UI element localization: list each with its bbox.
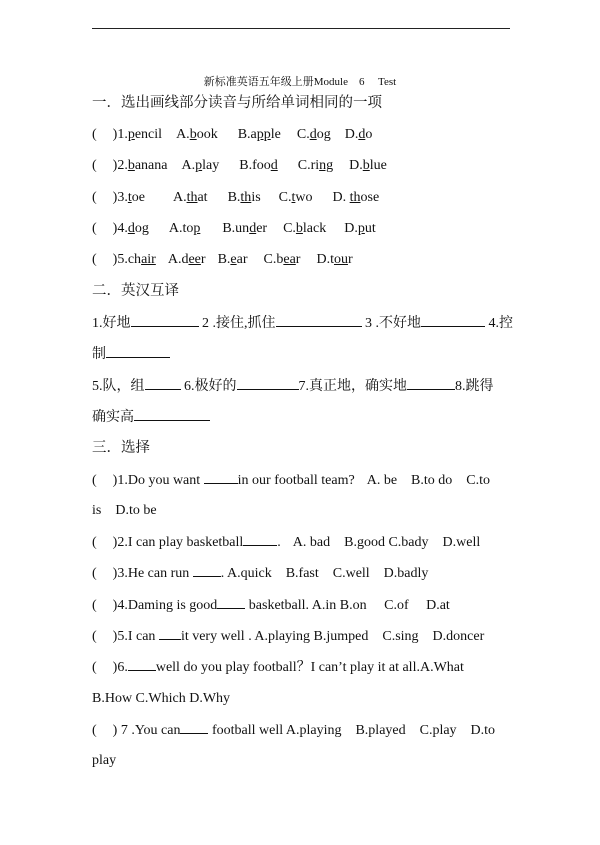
item-number: )5.	[112, 252, 128, 267]
blank[interactable]	[145, 377, 181, 390]
question-text: )4.Daming is good	[112, 598, 218, 613]
section1-heading: 一．选出画线部分读音与所给单词相同的一项	[92, 95, 382, 111]
blank[interactable]	[131, 314, 199, 327]
s3-q1-cont: is D.to be	[92, 503, 157, 518]
option-d: D.do	[344, 127, 373, 142]
blank[interactable]	[217, 596, 245, 609]
blank[interactable]	[276, 314, 362, 327]
answer-paren: (	[92, 723, 97, 738]
option-c: C.dog	[296, 127, 331, 142]
page-title: 新标准英语五年级上册Module 6 Test	[203, 76, 397, 88]
answer-paren: (	[92, 598, 97, 613]
word-underlined: air	[141, 252, 156, 267]
answer-paren: (	[92, 158, 97, 173]
option-c: C.ring	[297, 158, 334, 173]
s3-q5	[92, 627, 484, 646]
option-b: B.food	[239, 158, 278, 173]
question-text: )5.I can	[112, 629, 159, 644]
question-text: )2.I can play basketball	[112, 535, 244, 550]
s2-line-1	[92, 314, 513, 333]
option-c: C.bear	[263, 252, 301, 267]
s1-item-3	[92, 189, 379, 207]
option-b: B.this	[227, 190, 261, 205]
s3-q7-cont: play	[92, 753, 117, 768]
option-a: A.book	[176, 127, 218, 142]
option-b: B.apple	[237, 127, 281, 142]
answer-paren: (	[92, 127, 97, 142]
word-underlined: b	[127, 158, 135, 173]
option-d: D. those	[332, 190, 380, 205]
blank[interactable]	[204, 471, 238, 484]
s2-term: 确实高	[92, 410, 134, 425]
s2-term: 4.控	[485, 316, 513, 331]
option-d: D.blue	[349, 158, 387, 173]
question-text: well do you play football？I can’t play it at all.A.What	[155, 660, 464, 675]
word-suffix: encil	[134, 127, 163, 142]
answer-paren: (	[92, 190, 97, 205]
s2-line-4	[92, 408, 210, 427]
s3-q1	[92, 471, 490, 490]
blank[interactable]	[243, 533, 277, 546]
blank[interactable]	[159, 627, 181, 640]
option-a: A.that	[172, 190, 208, 205]
question-text: )6.	[112, 660, 128, 675]
answer-paren: (	[92, 660, 97, 675]
word-suffix: og	[134, 221, 149, 236]
question-text: it very well . A.playing B.jumped C.sing D.doncer	[180, 629, 485, 644]
blank[interactable]	[134, 408, 210, 421]
s1-item-1	[92, 126, 372, 144]
question-text: ) 7 .You can	[112, 723, 181, 738]
answer-paren: (	[92, 535, 97, 550]
question-text: football well A.playing B.played C.play D.to	[208, 723, 496, 738]
blank[interactable]	[128, 658, 156, 671]
option-d: D.tour	[316, 252, 353, 267]
s2-term: 3 .不好地	[361, 316, 421, 331]
section2-heading: 二．英汉互译	[92, 283, 179, 299]
item-number: )4.	[112, 221, 128, 236]
option-c: C.black	[283, 221, 327, 236]
word-pre: ch	[127, 252, 142, 267]
word-suffix: anana	[134, 158, 168, 173]
item-number: )1.	[112, 127, 128, 142]
s2-term: 1.好地	[92, 316, 131, 331]
answer-paren: (	[92, 629, 97, 644]
s3-q6-cont: B.How C.Which D.Why	[92, 691, 231, 706]
word-underlined: t	[127, 190, 132, 205]
blank[interactable]	[407, 377, 455, 390]
header-rule	[92, 28, 510, 29]
question-text: .	[277, 535, 281, 550]
word-underlined: p	[127, 127, 135, 142]
question-options: A. be B.to do C.to	[366, 473, 490, 488]
answer-paren: (	[92, 221, 97, 236]
item-number: )2.	[112, 158, 128, 173]
question-text: in our football team?	[237, 473, 355, 488]
s2-term: 5.队，组	[92, 379, 145, 394]
s2-term: 6.极好的	[180, 379, 237, 394]
s2-line-2	[92, 345, 170, 364]
question-text: )1.Do you want	[112, 473, 204, 488]
option-a: A.top	[168, 221, 201, 236]
option-b: B.ear	[217, 252, 248, 267]
blank[interactable]	[106, 345, 170, 358]
blank[interactable]	[180, 721, 208, 734]
question-options: A. bad B.good C.bady D.well	[292, 535, 481, 550]
blank[interactable]	[237, 377, 299, 390]
word-suffix: oe	[131, 190, 145, 205]
option-c: C.two	[278, 190, 313, 205]
answer-paren: (	[92, 566, 97, 581]
s3-q2	[92, 533, 480, 552]
s1-item-4	[92, 220, 376, 238]
item-number: )3.	[112, 190, 128, 205]
option-d: D.put	[344, 221, 376, 236]
s1-item-5	[92, 251, 353, 269]
s3-q6	[92, 658, 464, 677]
section3-heading: 三．选择	[92, 440, 150, 456]
option-a: A.deer	[167, 252, 206, 267]
question-text: . A.quick B.fast C.well D.badly	[220, 566, 429, 581]
s3-q3	[92, 564, 428, 583]
option-a: A.play	[181, 158, 220, 173]
answer-paren: (	[92, 473, 97, 488]
s3-q4	[92, 596, 450, 615]
word-underlined: d	[127, 221, 135, 236]
blank[interactable]	[193, 564, 221, 577]
option-b: B.under	[222, 221, 268, 236]
s2-term: 制	[92, 347, 106, 362]
question-text: )3.He can run	[112, 566, 193, 581]
s2-term: 7.真正地，确实地	[298, 379, 407, 394]
blank[interactable]	[421, 314, 485, 327]
s2-line-3	[92, 377, 494, 396]
answer-paren: (	[92, 252, 97, 267]
s2-term: 8.跳得	[455, 379, 494, 394]
question-text: basketball. A.in B.on C.of D.at	[245, 598, 450, 613]
s2-term: 2 .接住,抓住	[198, 316, 276, 331]
s1-item-2	[92, 157, 387, 175]
s3-q7	[92, 721, 495, 740]
